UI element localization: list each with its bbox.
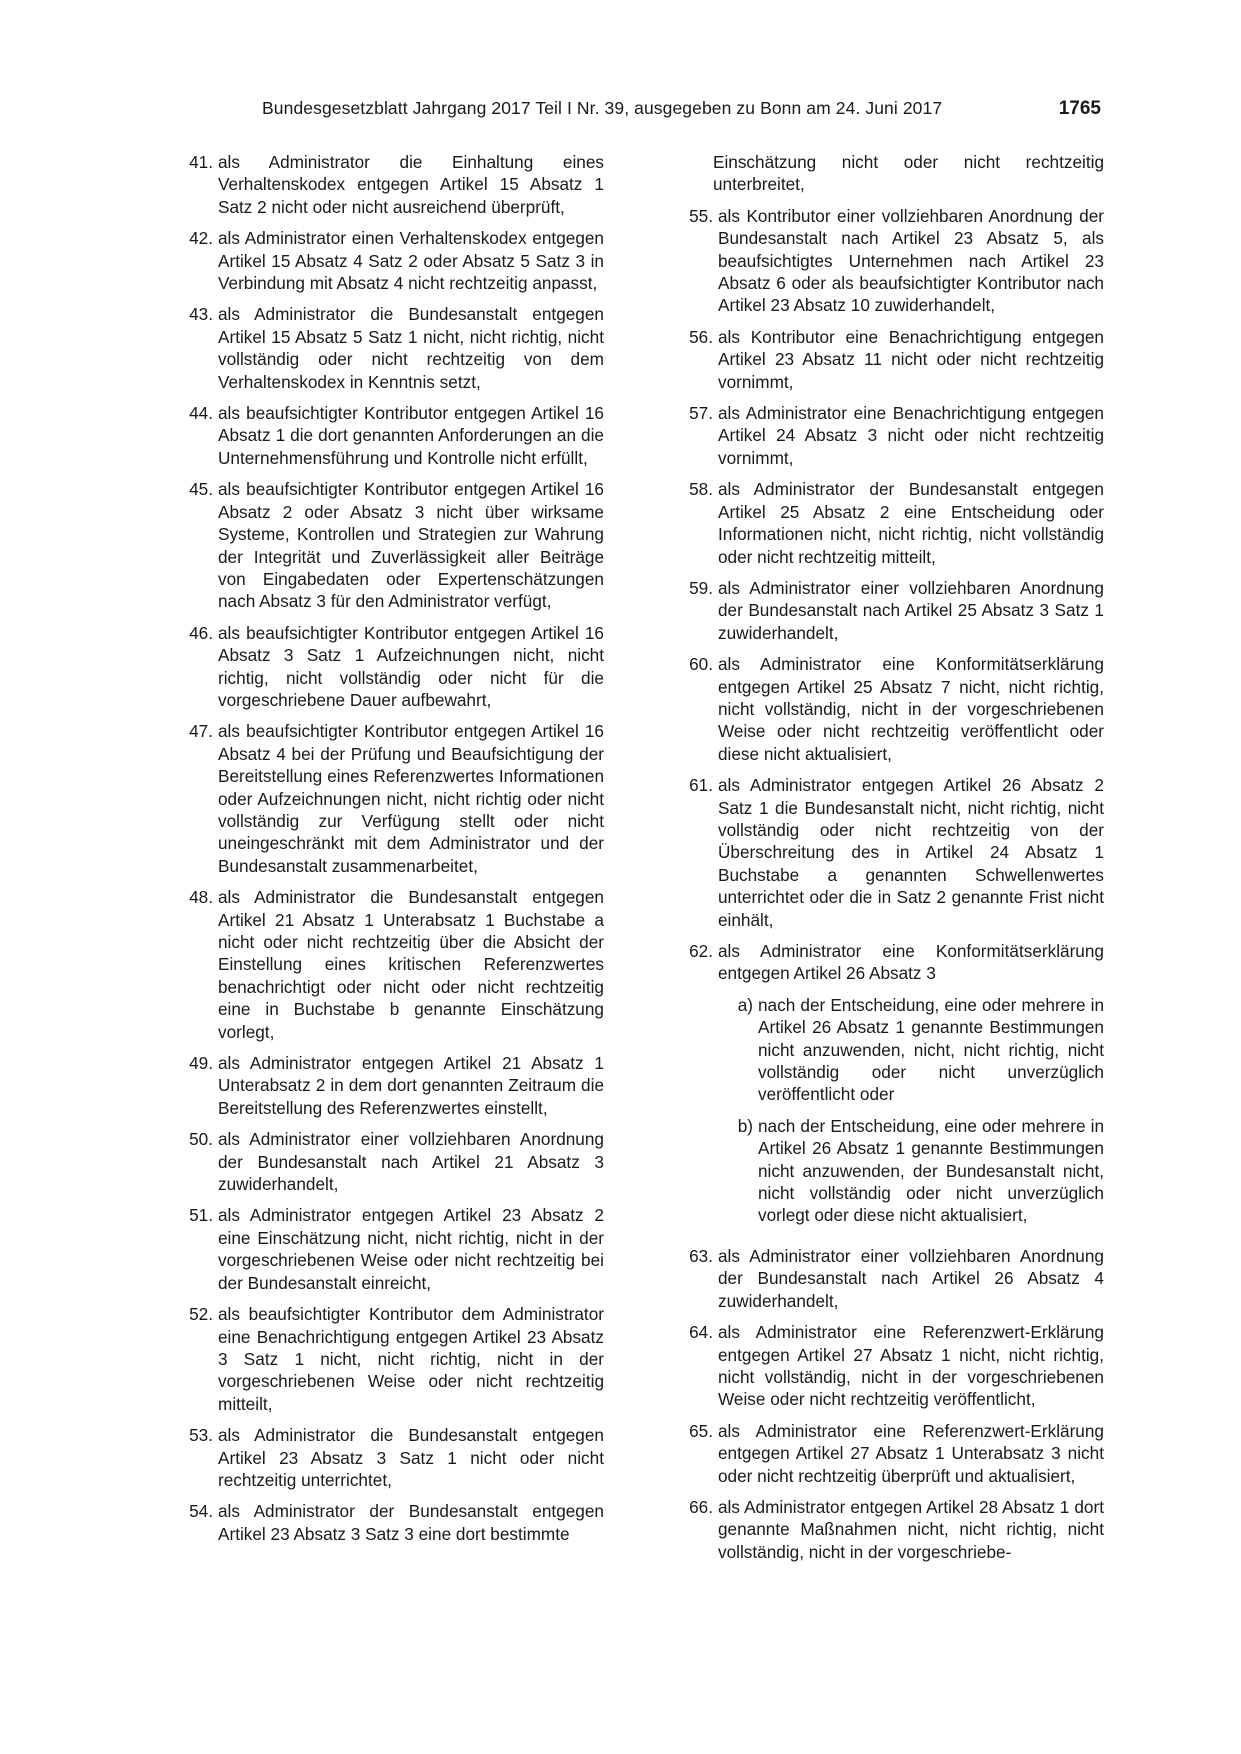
- item-number: 57.: [689, 403, 713, 424]
- item-body: als beaufsichtigter Kontributor entgegen Artikel 16 Absatz 3 Satz 1 Aufzeichnungen nicht, nicht richtig, nicht vollständig oder nicht für die vorgeschriebene Dauer aufbewahrt,: [218, 622, 604, 710]
- item-number: 43.: [189, 304, 213, 325]
- list-item: [178, 402, 604, 469]
- item-body: als Administrator entgegen Artikel 21 Absatz 1 Unterabsatz 2 in dem dort genannten Zeitraum die Bereitstellung des Referenzwertes einstellt,: [218, 1053, 604, 1118]
- list-item: [678, 1321, 1104, 1411]
- item-number: 60.: [689, 654, 713, 675]
- sub-item: [718, 994, 1104, 1106]
- page-number: 1765: [1058, 98, 1101, 119]
- item-text: [218, 151, 604, 218]
- item-body: als Administrator einer vollziehbaren Anordnung der Bundesanstalt nach Artikel 26 Absatz 4 zuwiderhandelt,: [718, 1245, 1104, 1311]
- list-item: [678, 1420, 1104, 1487]
- item-number: 58.: [689, 479, 713, 500]
- list-item: [178, 227, 604, 294]
- item-text: [718, 1420, 1104, 1487]
- item-number: 65.: [689, 1420, 713, 1441]
- list-item: [678, 940, 1104, 1236]
- item-body: als Administrator eine Referenzwert-Erklärung entgegen Artikel 27 Absatz 1 Unterabsatz 3 nicht oder nicht rechtzeitig überprüft und aktualisiert,: [718, 1420, 1104, 1486]
- sub-item: [718, 1115, 1104, 1227]
- item-body: als Administrator einer vollziehbaren Anordnung der Bundesanstalt nach Artikel 21 Absatz 3 zuwiderhandelt,: [218, 1129, 604, 1195]
- item-text: [218, 886, 604, 1043]
- item-text: [718, 577, 1104, 644]
- item-body: als Administrator eine Benachrichtigung entgegen Artikel 24 Absatz 3 nicht oder nicht rechtzeitig vornimmt,: [718, 403, 1104, 468]
- item-number: 47.: [189, 721, 213, 742]
- item-number: 63.: [689, 1245, 713, 1266]
- item-number: 52.: [189, 1304, 213, 1325]
- item-text: [718, 940, 1104, 1236]
- item-number: 42.: [189, 228, 213, 249]
- list-item: [678, 1496, 1104, 1563]
- item-text: [218, 1303, 604, 1415]
- list-item: [678, 774, 1104, 931]
- list-item: [178, 720, 604, 877]
- list-item: [678, 478, 1104, 568]
- header-text: Bundesgesetzblatt Jahrgang 2017 Teil I Nr. 39, ausgegeben zu Bonn am 24. Juni 2017: [262, 98, 943, 118]
- item-text: [218, 720, 604, 877]
- item-body: als Administrator eine Konformitätserklärung entgegen Artikel 25 Absatz 7 nicht, nicht richtig, nicht vollständig, nicht in der vorgeschriebenen Weise oder nicht rechtzeitig veröffentlicht oder diese nicht aktualisiert,: [718, 654, 1104, 764]
- item-number: 49.: [189, 1053, 213, 1074]
- item-number: 51.: [189, 1205, 213, 1226]
- item-body: als Administrator der Bundesanstalt entgegen Artikel 25 Absatz 2 eine Entscheidung oder Informationen nicht, nicht richtig, nicht vollständig oder nicht rechtzeitig mitteilt,: [718, 479, 1104, 567]
- list-item: [178, 1424, 604, 1491]
- item-number: 53.: [189, 1425, 213, 1446]
- list-item: [678, 402, 1104, 469]
- item-number: 61.: [689, 775, 713, 796]
- item-number: 46.: [189, 622, 213, 643]
- item-text: [718, 1245, 1104, 1312]
- item-text: [218, 1500, 604, 1545]
- list-item: [678, 326, 1104, 393]
- item-text: [218, 303, 604, 393]
- list-item: [178, 151, 604, 218]
- item-number: 55.: [689, 205, 713, 226]
- item-body: als Administrator die Bundesanstalt entgegen Artikel 23 Absatz 3 Satz 1 nicht oder nicht rechtzeitig unterrichtet,: [218, 1425, 604, 1490]
- item-text: [218, 1128, 604, 1195]
- item-text: [218, 1204, 604, 1294]
- item-body: als Administrator die Einhaltung eines Verhaltenskodex entgegen Artikel 15 Absatz 1 Satz 2 nicht oder nicht ausreichend überprüft,: [218, 152, 604, 217]
- item-body: als Administrator der Bundesanstalt entgegen Artikel 23 Absatz 3 Satz 3 eine dort bestimmte: [218, 1501, 604, 1544]
- item-body: als beaufsichtigter Kontributor entgegen Artikel 16 Absatz 2 oder Absatz 3 nicht über wirksame Systeme, Kontrollen und Strategien zur Wahrung der Integrität und Zuverlässigkeit aller Beiträge von Eingabedaten oder Expertenschätzungen nach Absatz 3 für den Administrator verfügt,: [218, 479, 604, 612]
- list-item: [178, 1052, 604, 1119]
- left-column: [178, 151, 604, 1554]
- item-body: als Administrator entgegen Artikel 28 Absatz 1 dort genannte Maßnahmen nicht, nicht richtig, nicht vollständig, nicht in der vorgeschriebe-: [718, 1496, 1104, 1562]
- item-text: [718, 205, 1104, 317]
- item-text: [718, 478, 1104, 568]
- item-text: [218, 227, 604, 294]
- list-item: [678, 205, 1104, 317]
- list-item: [678, 1245, 1104, 1312]
- item-number: 45.: [189, 479, 213, 500]
- item-body: als Administrator einer vollziehbaren Anordnung der Bundesanstalt nach Artikel 25 Absatz 3 Satz 1 zuwiderhandelt,: [718, 577, 1104, 643]
- item-number: 50.: [189, 1129, 213, 1150]
- item-number: 48.: [189, 887, 213, 908]
- item-body: als Administrator eine Referenzwert-Erklärung entgegen Artikel 27 Absatz 1 nicht, nicht richtig, nicht vollständig, nicht in der vorgeschriebenen Weise oder nicht rechtzeitig veröffentlicht,: [718, 1322, 1104, 1410]
- list-item: [178, 1128, 604, 1195]
- list-item: [178, 478, 604, 612]
- item-text: [718, 402, 1104, 469]
- list-item: [178, 1500, 604, 1545]
- item-text: Einschätzung nicht oder nicht rechtzeitig unterbreitet,: [713, 152, 1104, 195]
- item-text: [718, 1496, 1104, 1563]
- item-body: als Kontributor eine Benachrichtigung entgegen Artikel 23 Absatz 11 nicht oder nicht rechtzeitig vornimmt,: [718, 326, 1104, 392]
- list-item: [178, 886, 604, 1043]
- sub-item-letter: a): [737, 994, 753, 1015]
- item-text: [718, 1321, 1104, 1411]
- item-body: als Administrator entgegen Artikel 26 Absatz 2 Satz 1 die Bundesanstalt nicht, nicht richtig, nicht vollständig oder nicht rechtzeitig von der Überschreitung des in Artikel 24 Absatz 1 Buchstabe a genannten Schwellenwertes unterrichtet oder die in Satz 2 genannte Frist nicht einhält,: [718, 775, 1104, 930]
- item-number: 54.: [189, 1501, 213, 1522]
- item-body: als Administrator einen Verhaltenskodex entgegen Artikel 15 Absatz 4 Satz 2 oder Absatz 5 Satz 3 in Verbindung mit Absatz 4 nicht rechtzeitig anpasst,: [218, 228, 604, 294]
- item-body: als Administrator eine Konformitätserklärung entgegen Artikel 26 Absatz 3: [718, 941, 1104, 984]
- item-body: als Administrator entgegen Artikel 23 Absatz 2 eine Einschätzung nicht, nicht richtig, nicht in der vorgeschriebenen Weise oder nicht rechtzeitig bei der Bundesanstalt einreicht,: [218, 1205, 604, 1293]
- continuation-text: [678, 151, 1104, 196]
- item-number: 64.: [689, 1322, 713, 1343]
- item-number: 62.: [689, 941, 713, 961]
- item-text: [218, 402, 604, 469]
- item-text: [218, 622, 604, 712]
- item-body: als beaufsichtigter Kontributor dem Administrator eine Benachrichtigung entgegen Artikel 23 Absatz 3 Satz 1 nicht, nicht richtig, nicht in der vorgeschriebenen Weise oder nicht rechtzeitig mitteilt,: [218, 1304, 604, 1414]
- sub-item-text: nach der Entscheidung, eine oder mehrere in Artikel 26 Absatz 1 genannte Bestimmungen nicht anzuwenden, nicht, nicht richtig, nicht vollständig oder nicht unverzüglich veröffentlicht oder: [758, 994, 1104, 1105]
- right-column: [678, 151, 1104, 1572]
- item-text: [218, 1424, 604, 1491]
- list-item: [678, 653, 1104, 765]
- item-text: [718, 653, 1104, 765]
- list-item: [178, 622, 604, 712]
- item-body: als Administrator die Bundesanstalt entgegen Artikel 21 Absatz 1 Unterabsatz 1 Buchstabe a nicht oder nicht rechtzeitig über die Absicht der Einstellung eines kritischen Referenzwertes benachrichtigt oder nicht oder nicht rechtzeitig eine in Buchstabe b genannte Einschätzung vorlegt,: [218, 887, 604, 1042]
- item-text: [718, 326, 1104, 393]
- item-text: [718, 774, 1104, 931]
- item-text: [218, 478, 604, 612]
- item-body: als Administrator die Bundesanstalt entgegen Artikel 15 Absatz 5 Satz 1 nicht, nicht richtig, nicht vollständig oder nicht rechtzeitig von dem Verhaltenskodex in Kenntnis setzt,: [218, 304, 604, 392]
- item-number: 59.: [689, 577, 713, 598]
- item-body: als Kontributor einer vollziehbaren Anordnung der Bundesanstalt nach Artikel 23 Absatz 5, als beaufsichtigtes Unternehmen nach Artikel 23 Absatz 6 oder als beaufsichtigter Kontributor nach Artikel 23 Absatz 10 zuwiderhandelt,: [718, 205, 1104, 316]
- item-body: als beaufsichtigter Kontributor entgegen Artikel 16 Absatz 4 bei der Prüfung und Beaufsichtigung der Bereitstellung eines Referenzwertes Informationen oder Aufzeichnungen nicht, nicht richtig oder nicht vollständig zur Verfügung stellt oder nicht uneingeschränkt mit dem Administrator und der Bundesanstalt zusammenarbeitet,: [218, 721, 604, 876]
- sub-item-text: nach der Entscheidung, eine oder mehrere in Artikel 26 Absatz 1 genannte Bestimmungen nicht anzuwenden, der Bundesanstalt nicht, nicht vollständig oder nicht unverzüglich vorlegt oder diese nicht aktualisiert,: [758, 1115, 1104, 1226]
- item-number: 56.: [689, 326, 713, 347]
- page-header: [262, 98, 1101, 126]
- item-number: 66.: [689, 1496, 713, 1517]
- item-body: als beaufsichtigter Kontributor entgegen Artikel 16 Absatz 1 die dort genannten Anforderungen an die Unternehmensführung und Kontrolle nicht erfüllt,: [218, 403, 604, 468]
- list-item: [178, 1204, 604, 1294]
- item-number: 41.: [189, 152, 213, 172]
- sub-item-letter: b): [737, 1115, 753, 1136]
- list-item: [678, 577, 1104, 644]
- item-number: 44.: [189, 403, 213, 424]
- list-item: [178, 1303, 604, 1415]
- list-item: [178, 303, 604, 393]
- item-text: [218, 1052, 604, 1119]
